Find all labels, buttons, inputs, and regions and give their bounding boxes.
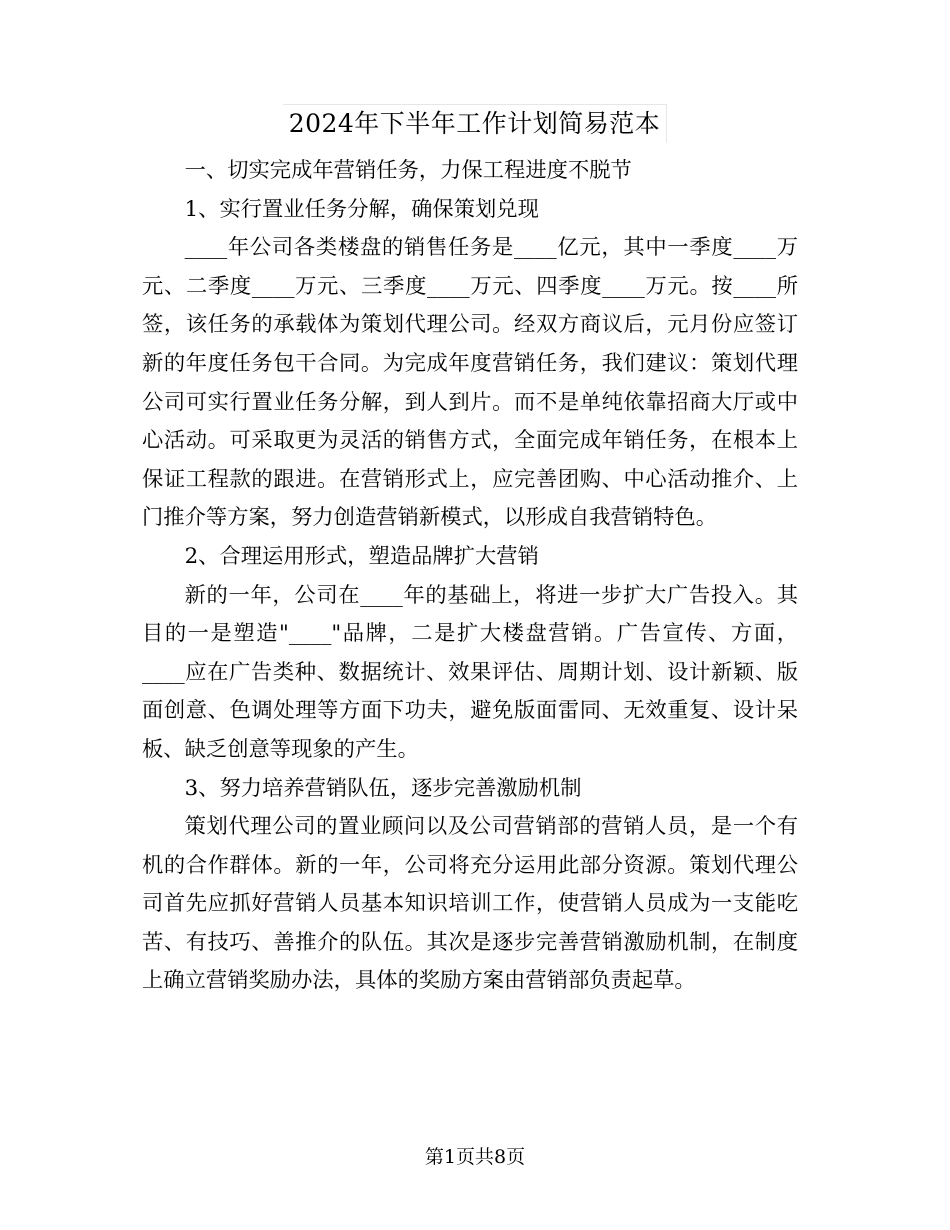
section-heading-1: 一、切实完成年营销任务，力保工程进度不脱节 (184, 158, 632, 183)
subheading-3: 3、努力培养营销队伍，逐步完善激励机制 (184, 775, 582, 801)
subheading-1: 1、实行置业任务分解，确保策划兑现 (184, 196, 539, 222)
paragraph-2: 新的一年，公司在____年的基础上，将进一步扩大广告投入。其目的一是塑造"____"品牌，二是扩大楼盘营销。广告宣传、方面，____应在广告类种、数据统计、效果评估、周期计划、设计新颖、版面创意、色调处理等方面下功夫，避免版面雷同、无效重复、设计呆板、缺乏创意等现象的产生。 (142, 582, 798, 762)
paragraph-1: ____年公司各类楼盘的销售任务是____亿元，其中一季度____万元、二季度____万元、三季度____万元、四季度____万元。按____所签，该任务的承载体为策划代理公司。经双方商议后，元月份应签订新的年度任务包干合同。为完成年度营销任务，我们建议：策划代理公司可实行置业任务分解，到人到片。而不是单纯依靠招商大厅或中心活动。可采取更为灵活的销售方式，全面完成年销任务，在根本上保证工程款的跟进。在营销形式上，应完善团购、中心活动推介、上门推介等方案，努力创造营销新模式，以形成自我营销特色。 (142, 235, 798, 531)
page-number: 第1页共8页 (424, 1146, 526, 1168)
paragraph-3: 策划代理公司的置业顾问以及公司营销部的营销人员，是一个有机的合作群体。新的一年，公司将充分运用此部分资源。策划代理公司首先应抓好营销人员基本知识培训工作，使营销人员成为一支能吃苦、有技巧、善推介的队伍。其次是逐步完善营销激励机制，在制度上确立营销奖励办法，具体的奖励方案由营销部负责起草。 (142, 814, 798, 994)
document-title: 2024年下半年工作计划简易范本 (283, 104, 668, 143)
title-area (0, 104, 950, 143)
document-body (142, 152, 798, 1001)
subheading-2: 2、合理运用形式，塑造品牌扩大营销 (184, 543, 539, 569)
